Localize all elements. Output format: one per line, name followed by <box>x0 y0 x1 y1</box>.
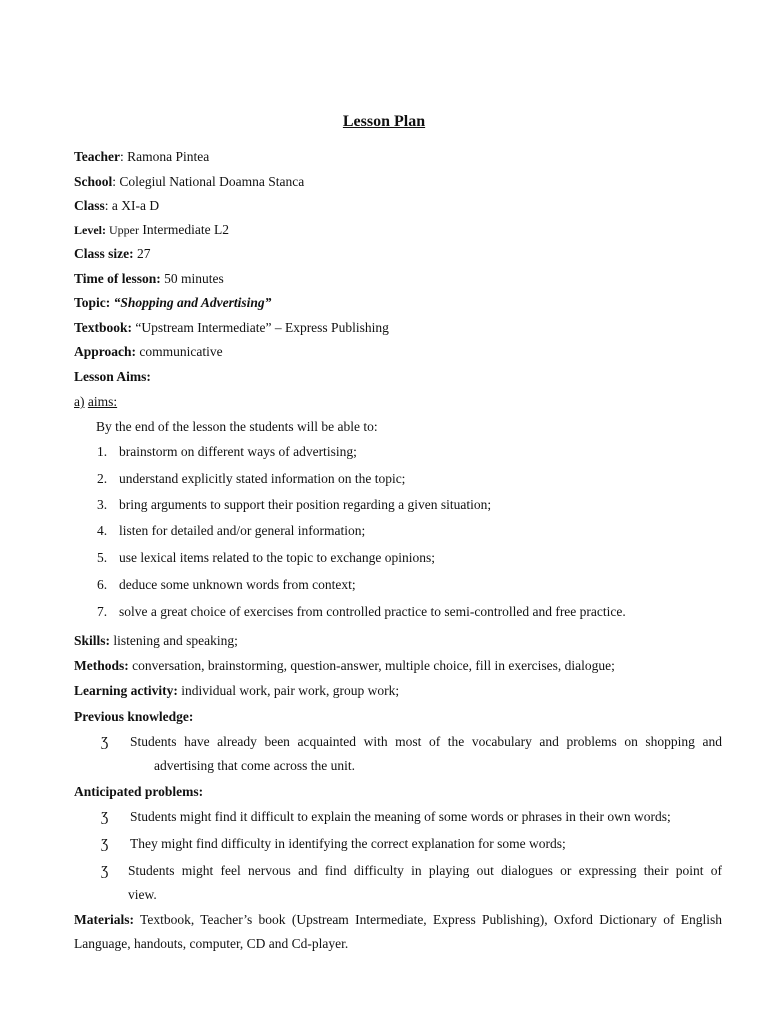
class-label: Class <box>74 198 105 213</box>
list-item: 7. solve a great choice of exercises from controlled practice to semi-controlled and free practice. <box>97 604 626 619</box>
school-value: : Colegiul National Doamna Stanca <box>112 174 305 189</box>
list-item: 6. deduce some unknown words from context; <box>97 577 356 592</box>
class-size-value: 27 <box>133 246 151 261</box>
materials-line-cont: Language, handouts, computer, CD and Cd-player. <box>74 936 349 951</box>
learning-activity-line <box>74 682 399 700</box>
textbook-value: “Upstream Intermediate” – Express Publishing <box>132 320 389 335</box>
skills-label: Skills: <box>74 633 111 648</box>
aims-label: aims: <box>87 394 118 409</box>
learning-activity-label: Learning activity: <box>74 683 178 698</box>
bullet-icon: Ʒ <box>101 734 109 749</box>
topic-value: “Shopping and Advertising” <box>110 295 272 310</box>
topic-line <box>74 294 271 312</box>
class-size-label: Class size: <box>74 246 134 261</box>
methods-label: Methods: <box>74 658 129 673</box>
list-item: 5. use lexical items related to the topic to exchange opinions; <box>97 550 436 565</box>
aims-intro: By the end of the lesson the students will be able to: <box>96 419 378 434</box>
anticipated-problems-label: Anticipated problems: <box>74 784 204 799</box>
approach-value: communicative <box>136 344 223 359</box>
textbook-label: Textbook: <box>74 320 133 335</box>
list-item: Students might find it difficult to explain the meaning of some words or phrases in their own words; <box>130 809 671 824</box>
time-value: 50 minutes <box>160 271 224 286</box>
learning-activity-value: individual work, pair work, group work; <box>177 683 400 698</box>
aims-subheading <box>74 393 117 411</box>
previous-knowledge-text-cont: advertising that come across the unit. <box>154 758 355 773</box>
time-line <box>74 270 224 288</box>
level-line <box>74 221 229 239</box>
class-size-line <box>74 245 151 263</box>
approach-label: Approach: <box>74 344 137 359</box>
list-item: Students might feel nervous and find difficulty in playing out dialogues or expressing their point of <box>128 863 722 878</box>
bullet-icon: Ʒ <box>101 863 109 878</box>
previous-knowledge-label: Previous knowledge: <box>74 709 194 724</box>
teacher-value: : Ramona Pintea <box>120 149 210 164</box>
school-label: School <box>74 174 113 189</box>
class-value: : a XI-a D <box>104 198 160 213</box>
time-label: Time of lesson: <box>74 271 161 286</box>
lesson-aims-heading <box>74 368 151 386</box>
list-item: 1. brainstorm on different ways of advertising; <box>97 444 357 459</box>
materials-line <box>74 911 722 929</box>
list-item: 4. listen for detailed and/or general information; <box>97 523 366 538</box>
bullet-icon: Ʒ <box>101 836 109 851</box>
level-value: Intermediate L2 <box>139 222 229 237</box>
approach-line <box>74 343 223 361</box>
methods-value: conversation, brainstorming, question-answer, multiple choice, fill in exercises, dialogue; <box>128 658 615 673</box>
page-title: Lesson Plan <box>342 113 426 130</box>
lesson-aims-label: Lesson Aims: <box>74 369 151 384</box>
methods-line <box>74 657 615 675</box>
list-item: They might find difficulty in identifying the correct explanation for some words; <box>130 836 566 851</box>
list-item: 3. bring arguments to support their position regarding a given situation; <box>97 497 492 512</box>
class-line <box>74 197 159 215</box>
list-item: 2. understand explicitly stated information on the topic; <box>97 471 406 486</box>
anticipated-problems-heading <box>74 783 203 801</box>
topic-label: Topic: <box>74 295 111 310</box>
materials-label: Materials: <box>74 912 134 927</box>
previous-knowledge-text: Students have already been acquainted with most of the vocabulary and problems on shopping and <box>130 734 722 749</box>
level-label: Level: <box>74 223 106 237</box>
teacher-line <box>74 148 209 166</box>
school-line <box>74 173 304 191</box>
skills-line <box>74 632 238 650</box>
skills-value: listening and speaking; <box>110 633 238 648</box>
level-upper: Upper <box>106 223 139 237</box>
teacher-label: Teacher <box>74 149 120 164</box>
bullet-icon: Ʒ <box>101 809 109 824</box>
list-item-cont: view. <box>128 887 157 902</box>
materials-value: Textbook, Teacher’s book (Upstream Intermediate, Express Publishing), Oxford Dictionary of English <box>133 912 722 927</box>
textbook-line <box>74 319 389 337</box>
aims-prefix: a) <box>74 394 85 409</box>
previous-knowledge-heading <box>74 708 193 726</box>
